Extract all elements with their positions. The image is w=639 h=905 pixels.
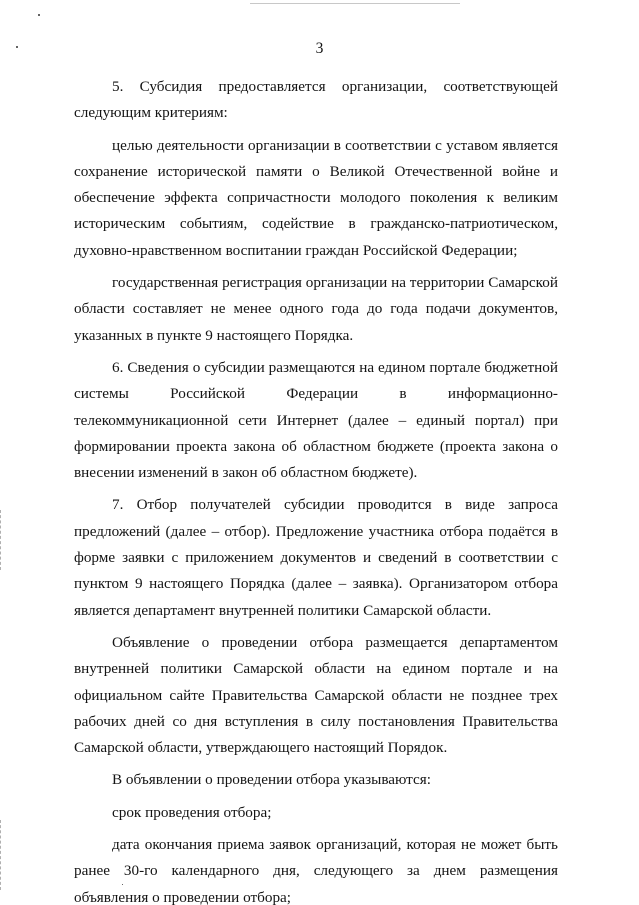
page-number: 3 [315,40,324,57]
paragraph-6: 6. Сведения о субсидии размещаются на едином портале бюджетной системы Российской Федерации в информационно-телекоммуникационной сети Интернет (далее – единый портал) при формировании проекта закона об областном бюджете (проекта закона о внесении изменений в закон об областном бюджете). [74,358,558,482]
paragraph-5-intro: 5. Субсидия предоставляется организации, соответствующей следующим критериям: [74,78,558,122]
scan-speck [38,14,40,16]
paragraph-announcement: Объявление о проведении отбора размещается департаментом внутренней политики Самарской области на едином портале и на официальном сайте Правительства Самарской области не позднее трех рабочих дней со дня вступления в силу постановления Правительства Самарской области, утверждающего настоящий Порядок. [74,633,558,757]
paragraph-criterion-registration: государственная регистрация организации на территории Самарской области составляет не менее одного года до года подачи документов, указанных в пункте 9 настоящего Порядка. [74,274,558,344]
document-body [74,74,558,905]
scan-artifact-line [250,3,460,4]
paragraph-selection-term: срок проведения отбора; [112,803,272,821]
paragraph-announcement-contents: В объявлении о проведении отбора указываются: [112,771,431,789]
paragraph-deadline: дата окончания приема заявок организаций, которая не может быть ранее 30-го календарного дня, следующего за днем размещения объявления о проведении отбора; [74,836,558,905]
paragraph-7: 7. Отбор получателей субсидии проводится в виде запроса предложений (далее – отбор). Предложение участника отбора подаётся в форме заявки с приложением документов и сведений в соответствии с пунктом 9 настоящего Порядка (далее – заявка). Организатором отбора является департамент внутренней политики Самарской области. [74,496,558,619]
scan-edge-mark [0,510,4,570]
scan-edge-mark [0,820,4,890]
paragraph-criterion-goal: целью деятельности организации в соответствии с уставом является сохранение исторической памяти о Великой Отечественной войне и обеспечение эффекта сопричастности молодого поколения к великим историческим событиям, содействие в гражданско-патриотическом, духовно-нравственном воспитании граждан Российской Федерации; [74,136,558,259]
